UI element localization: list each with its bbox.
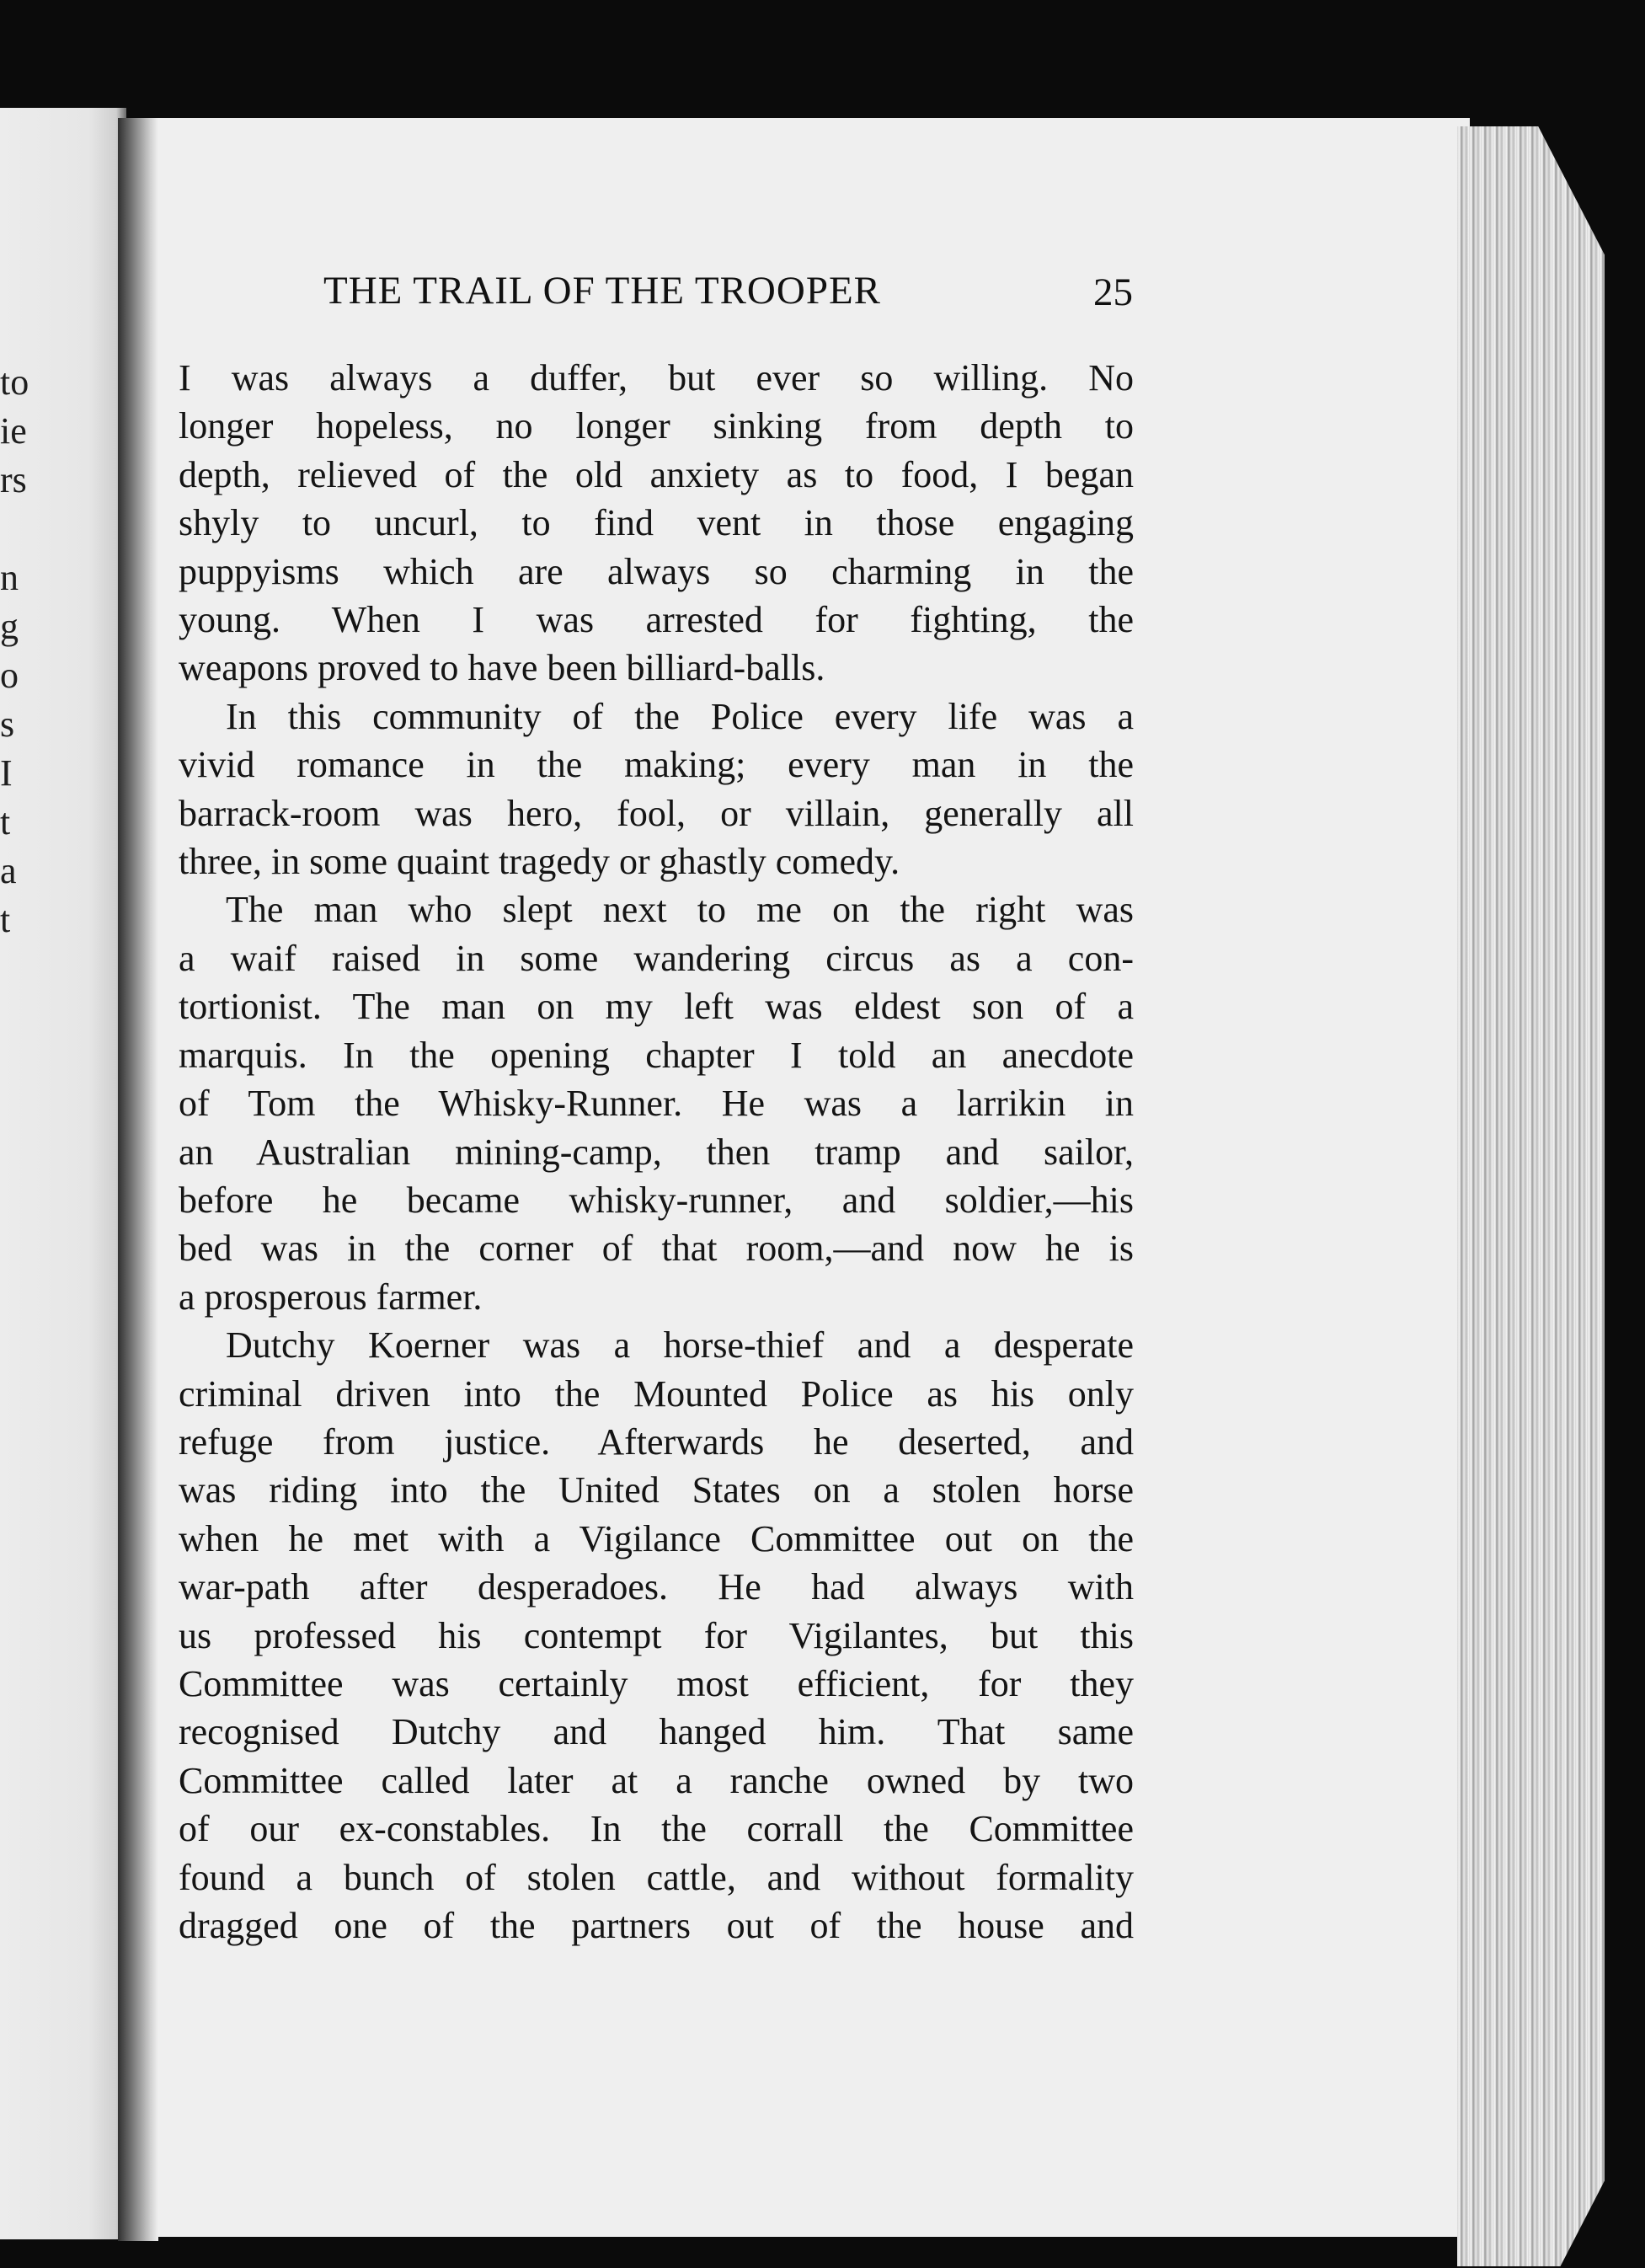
text-line: depth, relieved of the old anxiety as to food, I began <box>179 453 1134 495</box>
facing-page-fragment: to <box>0 361 29 403</box>
facing-page-fragment: s <box>0 703 15 745</box>
text-line: bed was in the corner of that room,—and now he is <box>179 1228 1134 1270</box>
text-line: marquis. In the opening chapter I told an anecdote <box>179 1034 1134 1076</box>
text-line: Committee was certainly most efficient, for they <box>179 1662 1134 1704</box>
text-line: of our ex-constables. In the corrall the Committee <box>179 1808 1134 1850</box>
page-number: 25 <box>1093 270 1133 314</box>
text-line: vivid romance in the making; every man in the <box>179 744 1134 786</box>
text-line: was riding into the United States on a stolen horse <box>179 1469 1134 1511</box>
facing-page-fragment: ie <box>0 410 27 452</box>
text-line: found a bunch of stolen cattle, and without formality <box>179 1856 1134 1898</box>
facing-page-fragment: rs <box>0 459 27 500</box>
text-line: tortionist. The man on my left was eldest son of a <box>179 986 1134 1028</box>
text-line: I was always a duffer, but ever so willing. No <box>179 357 1134 399</box>
text-line: dragged one of the partners out of the house and <box>179 1905 1134 1946</box>
text-line: recognised Dutchy and hanged him. That same <box>179 1711 1134 1753</box>
facing-page-fragment: g <box>0 606 19 647</box>
text-line: three, in some quaint tragedy or ghastly comedy. <box>179 841 900 883</box>
facing-page-fragment: a <box>0 850 17 891</box>
text-line: war-path after desperadoes. He had always with <box>179 1566 1134 1608</box>
running-header <box>323 268 1166 318</box>
text-line: longer hopeless, no longer sinking from depth to <box>179 405 1134 447</box>
facing-page <box>0 108 126 2239</box>
text-line: shyly to uncurl, to find vent in those engaging <box>179 502 1134 544</box>
text-line: before he became whisky-runner, and soldier,—his <box>179 1179 1134 1221</box>
text-line: criminal driven into the Mounted Police as his only <box>179 1372 1134 1415</box>
facing-page-fragment: t <box>0 899 11 940</box>
text-line: us professed his contempt for Vigilantes, but this <box>179 1614 1134 1656</box>
text-line: a prosperous farmer. <box>179 1276 483 1318</box>
text-line: when he met with a Vigilance Committee out on the <box>179 1517 1134 1559</box>
text-line: Committee called later at a ranche owned by two <box>179 1759 1134 1801</box>
text-line: Dutchy Koerner was a horse-thief and a desperate <box>226 1324 1134 1367</box>
text-line: weapons proved to have been billiard-balls. <box>179 647 825 689</box>
facing-page-fragment: I <box>0 752 13 794</box>
text-line: barrack-room was hero, fool, or villain, generally all <box>179 792 1134 834</box>
text-line: an Australian mining-camp, then tramp and sailor, <box>179 1131 1134 1173</box>
body-text <box>179 354 1134 1950</box>
text-line: refuge from justice. Afterwards he deserted, and <box>179 1420 1134 1463</box>
text-line: puppyisms which are always so charming in the <box>179 550 1134 592</box>
facing-page-fragment: t <box>0 801 11 842</box>
text-line: The man who slept next to me on the right was <box>226 889 1134 931</box>
page-edges <box>1457 126 1605 2266</box>
text-line: young. When I was arrested for fighting, the <box>179 599 1134 641</box>
page-gutter <box>118 118 158 2241</box>
text-line: In this community of the Police every life was a <box>226 695 1134 737</box>
running-title: THE TRAIL OF THE TROOPER <box>323 269 882 313</box>
text-line: a waif raised in some wandering circus as a con- <box>179 937 1134 979</box>
facing-page-fragment: o <box>0 655 19 696</box>
facing-page-fragment: n <box>0 557 19 598</box>
text-line: of Tom the Whisky-Runner. He was a larrikin in <box>179 1083 1134 1125</box>
